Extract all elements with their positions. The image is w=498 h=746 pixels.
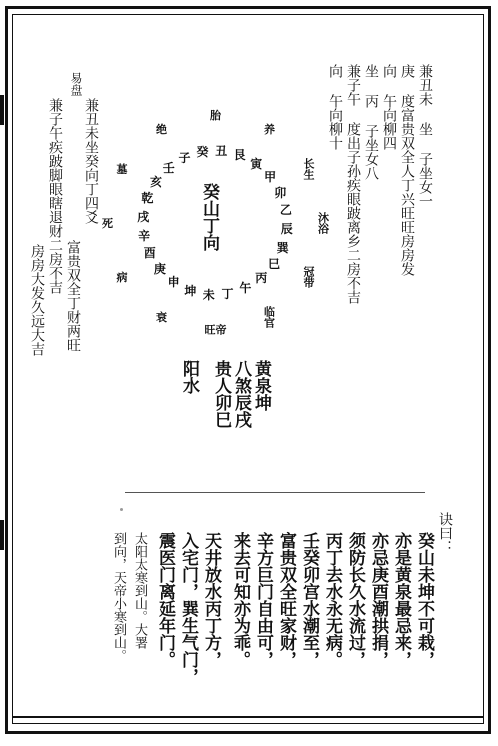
section-divider — [125, 492, 425, 493]
verse-line-13: 太阳太寒到山。大署 — [132, 532, 147, 649]
compass-stage-label: 病 — [114, 271, 128, 283]
compass-stage-label: 帝旺 — [203, 324, 227, 335]
compass-stage-label: 墓 — [114, 163, 128, 175]
verse-line-6: 壬癸卯宫水潮至， — [299, 532, 319, 668]
compass-ring-char: 申 — [167, 274, 180, 289]
bazha-label: 八煞辰戌 — [231, 360, 251, 428]
compass-ring-char: 辰 — [280, 222, 293, 237]
verse-line-11: 入宅门，巽生气门， — [178, 532, 198, 685]
compass-ring-char: 子 — [178, 150, 191, 165]
right-text-col-6: 向 午向柳十 — [327, 64, 343, 150]
compass-ring-char: 酉 — [143, 246, 156, 261]
guiren-label: 贵人卯巳 — [211, 360, 231, 428]
compass-stage-label: 冠带 — [302, 266, 316, 288]
verse-line-3: 亦忌庚酉潮拱捐， — [368, 532, 388, 668]
compass-ring-char: 乾 — [141, 191, 154, 206]
compass-ring-char: 壬 — [162, 160, 175, 175]
compass-ring-char: 戌 — [137, 209, 150, 224]
binding-mark-top — [0, 95, 4, 125]
compass-ring-char: 寅 — [250, 157, 263, 172]
huangquan-label: 黄泉坤 — [251, 360, 271, 411]
compass-ring-char: 乙 — [279, 203, 292, 218]
verse-line-9: 来去可知亦为乖。 — [230, 532, 250, 668]
binding-mark-bottom — [0, 520, 4, 550]
compass-diagram — [90, 105, 340, 345]
compass-stage-label: 绝 — [154, 123, 168, 135]
compass-ring-char: 丑 — [215, 144, 228, 159]
right-text-col-1: 兼丑未 坐 子坐女一 — [417, 64, 433, 208]
compass-ring-char: 巽 — [276, 240, 289, 255]
left-text-heading: 易盘 — [69, 72, 83, 96]
verse-line-12: 震医门离延年门。 — [155, 532, 175, 668]
verse-line-1: 癸山未坤不可栽， — [414, 532, 434, 668]
compass-ring-char: 未 — [202, 287, 215, 302]
verse-line-2: 亦是黄泉最忌来， — [391, 532, 411, 668]
verse-line-10: 天井放水丙丁方， — [201, 532, 221, 668]
bottom-rule — [12, 716, 484, 718]
speck — [120, 508, 123, 511]
compass-ring-char: 卯 — [274, 185, 287, 200]
verse-line-5: 丙丁去水永无病。 — [322, 532, 342, 668]
compass-ring-char: 庚 — [153, 262, 166, 277]
compass-ring-char: 丙 — [255, 271, 268, 286]
verse-title: 诀曰： — [437, 512, 453, 554]
compass-stage-label: 死 — [100, 217, 114, 229]
verse-line-8: 辛方巨门自由可， — [253, 532, 273, 668]
compass-stage-label: 长生 — [302, 158, 316, 180]
yangshui-label: 阳水 — [179, 360, 199, 394]
compass-ring-char: 辛 — [138, 228, 151, 243]
left-text-col-4: 房房大发久远大吉 — [29, 244, 45, 356]
compass-stage-label: 胎 — [208, 109, 222, 121]
right-text-col-2: 庚 度富贵双全人丁兴旺旺房房发 — [399, 64, 415, 276]
compass-center-label: 癸山丁向 — [199, 183, 219, 251]
compass-stage-label: 养 — [262, 123, 276, 135]
compass-ring-char: 亥 — [150, 174, 163, 189]
compass-ring-char: 午 — [239, 281, 252, 296]
compass-ring-char: 甲 — [264, 169, 277, 184]
left-text-col-3: 兼子午疾跛脚眼瞎退财二房不吉 — [47, 98, 63, 294]
compass-ring-char: 癸 — [196, 145, 209, 160]
verse-line-7: 富贵双全旺家财， — [276, 532, 296, 668]
compass-ring-char: 丁 — [221, 286, 234, 301]
left-text-col-2: 富贵双全丁财两旺 — [65, 240, 81, 352]
left-text-col-1: 兼丑未坐癸向丁四爻 — [83, 98, 99, 224]
verse-line-14: 到向，天帝小寒到山。 — [111, 532, 126, 662]
compass-stage-label: 衰 — [154, 311, 168, 323]
compass-ring-char: 坤 — [184, 283, 197, 298]
compass-stage-label: 沐浴 — [316, 212, 330, 234]
compass-ring-char: 艮 — [233, 148, 246, 163]
compass-ring-char: 巳 — [267, 257, 280, 272]
verse-line-4: 须防长久水流过， — [345, 532, 365, 668]
right-text-col-4: 坐 丙 子坐女八 — [363, 64, 379, 180]
right-text-col-5: 兼子午 度出子孙疾眼跛离乡二房不吉 — [345, 64, 361, 304]
right-text-col-3: 向 午向柳四 — [381, 64, 397, 150]
compass-stage-label: 临官 — [262, 305, 276, 328]
